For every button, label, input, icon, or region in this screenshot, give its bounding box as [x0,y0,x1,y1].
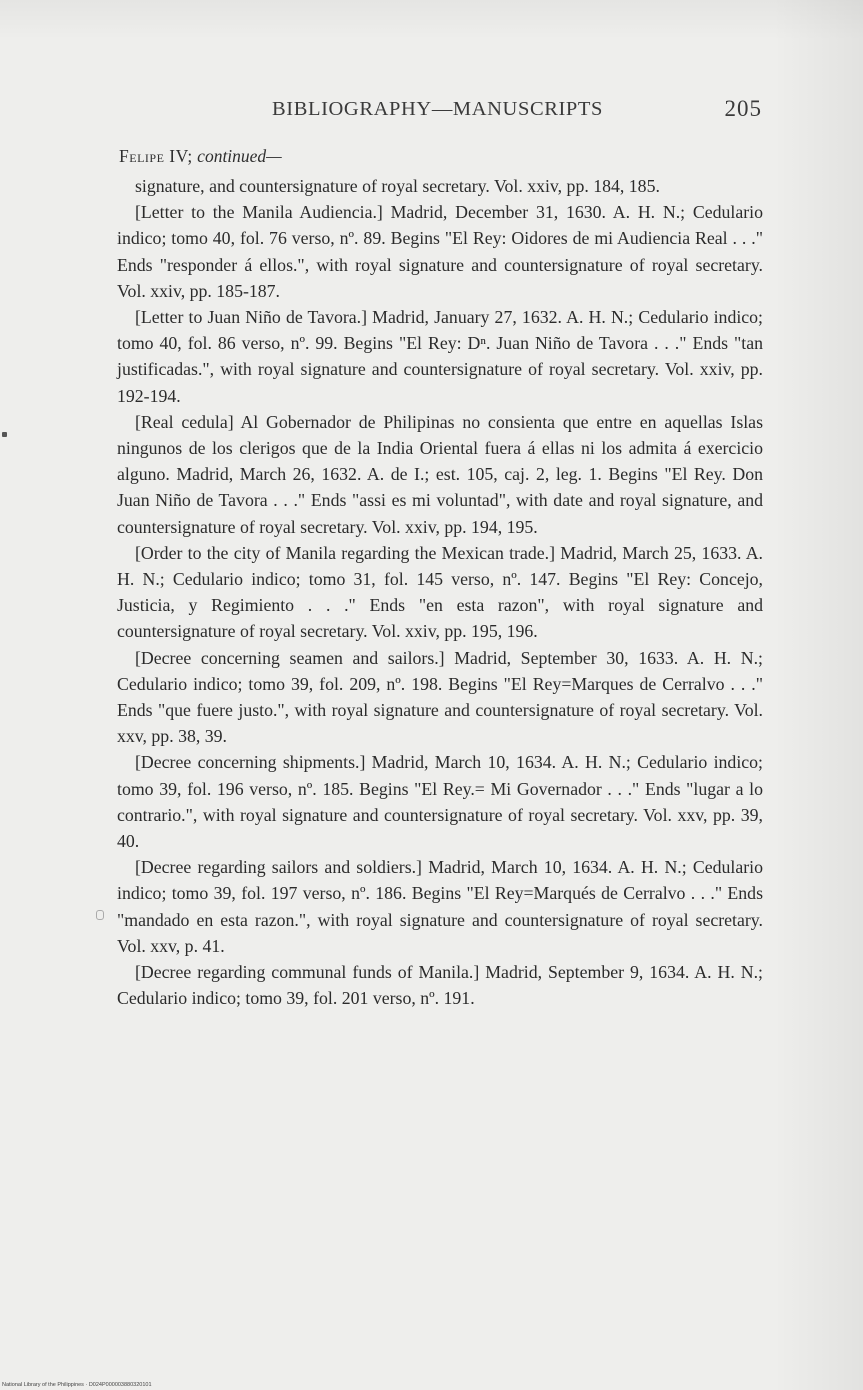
entry-decree-funds: [Decree regarding communal funds of Manila.] Madrid, September 9, 1634. A. H. N.; Cedulario indico; tomo 39, fol. 201 verso, nº. 191. [117,962,763,1009]
margin-speck [2,432,7,437]
entry-order-manila: [Order to the city of Manila regarding the Mexican trade.] Madrid, March 25, 1633. A. H. N.; Cedulario indico; tomo 31, fol. 145 verso, nº. 147. Begins "El Rey: Concejo, Justicia, y Regimiento . . ." Ends "en esta razon", with royal signature and countersignature of royal secretary. Vol. xxiv, pp. 195, 196. [117,542,763,642]
section-continued: continued— [197,146,282,166]
section-heading [119,146,282,167]
entry-decree-sailors: [Decree regarding sailors and soldiers.] Madrid, March 10, 1634. A. H. N.; Cedulario indico; tomo 39, fol. 197 verso, nº. 186. Begins "El Rey=Marqués de Cerralvo . . ." Ends "mandado en esta razon.", with royal signature and countersignature of royal secretary. Vol. xxv, p. 41. [117,857,763,956]
margin-mark [96,910,104,920]
page-header [272,98,762,130]
page-number: 205 [724,96,762,121]
entry-real-cedula: [Real cedula] Al Gobernador de Philipinas no consienta que entre en aquellas Islas ningunos de los clerigos que de la India Oriental fuera á ellas ni los admita á exercicio alguno. Madrid, March 26, 1632. A. de I.; est. 105, caj. 2, leg. 1. Begins "El Rey. Don Juan Niño de Tavora . . ." Ends "assi es mi voluntad", with date and royal signature, and countersignature of royal secretary. Vol. xxiv, pp. 194, 195. [117,411,763,537]
running-title: BIBLIOGRAPHY—MANUSCRIPTS [272,98,604,120]
section-name: Felipe IV; [119,146,193,166]
entry-continuation: signature, and countersignature of royal secretary. Vol. xxiv, pp. 184, 185. [135,176,660,196]
entry-decree-seamen: [Decree concerning seamen and sailors.] Madrid, September 30, 1633. A. H. N.; Cedulario indico; tomo 39, fol. 209, nº. 198. Begins "El Rey=Marques de Cerralvo . . ." Ends "que fuere justo.", with royal signature and countersignature of royal secretary. Vol. xxv, pp. 38, 39. [117,647,763,747]
page-top-shadow [0,0,863,40]
entry-letter-tavora: [Letter to Juan Niño de Tavora.] Madrid, January 27, 1632. A. H. N.; Cedulario indico; tomo 40, fol. 86 verso, nº. 99. Begins "El Rey: Dⁿ. Juan Niño de Tavora . . ." Ends "tan justificadas.", with royal signature and countersignature of royal secretary. Vol. xxiv, pp. 192-194. [117,307,763,406]
entry-letter-audiencia: [Letter to the Manila Audiencia.] Madrid, December 31, 1630. A. H. N.; Cedulario indico; tomo 40, fol. 76 verso, nº. 89. Begins "El Rey: Oidores de mi Audiencia Real . . ." Ends "responder á ellos.", with royal signature and countersignature of royal secretary. Vol. xxiv, pp. 185-187. [117,202,763,301]
entry-decree-shipments: [Decree concerning shipments.] Madrid, March 10, 1634. A. H. N.; Cedulario indico; tomo 39, fol. 196 verso, nº. 185. Begins "El Rey.= Mi Governador . . ." Ends "lugar a lo contrario.", with royal signature and countersignature of royal secretary. Vol. xxv, pp. 39, 40. [117,752,763,852]
bibliography-body [117,173,763,1012]
page-edge-shadow [773,0,863,1390]
scan-credit: National Library of the Philippines · D024P000003880320101 [2,1382,152,1388]
